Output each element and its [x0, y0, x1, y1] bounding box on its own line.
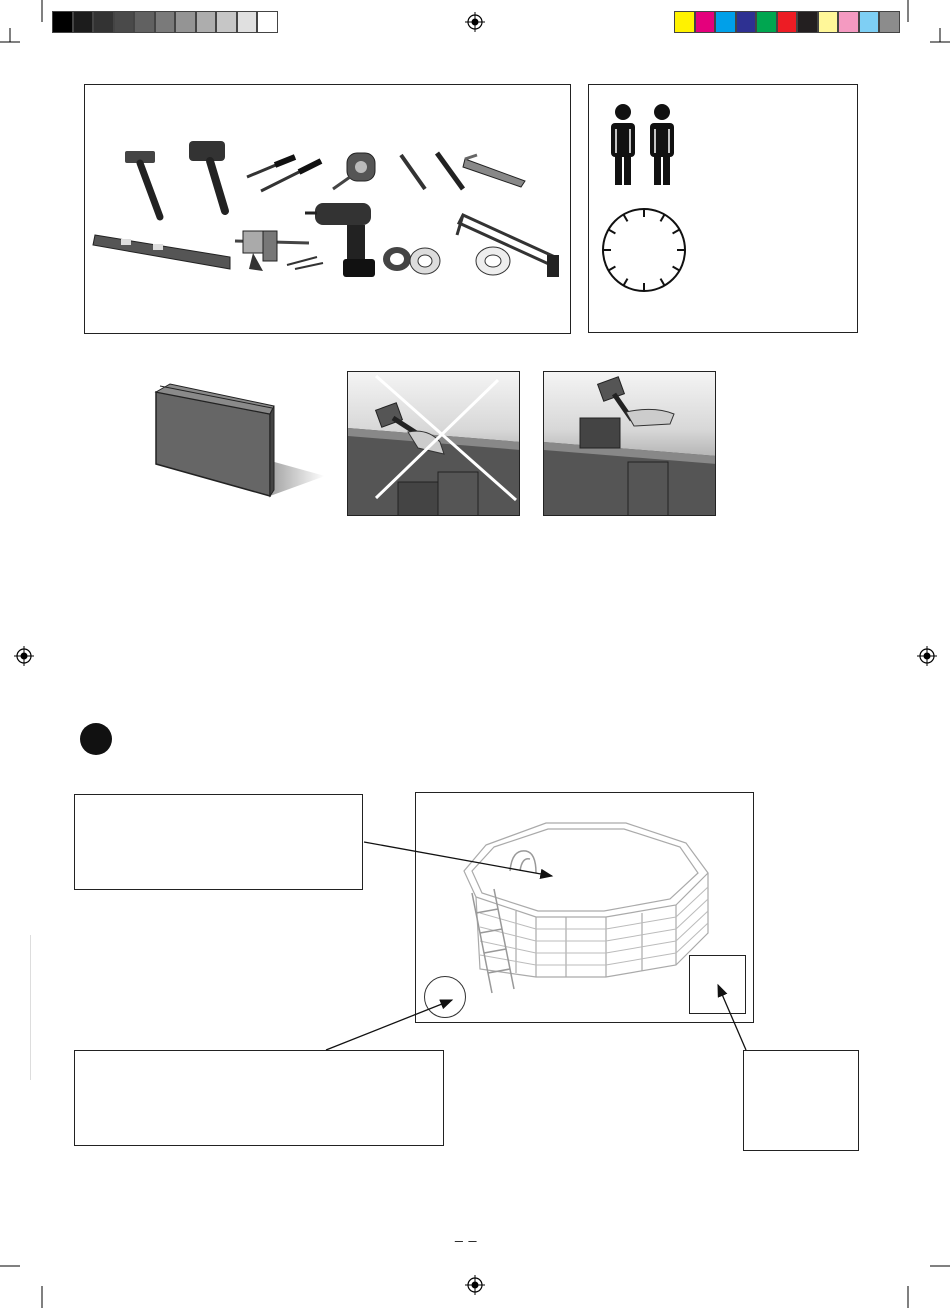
margin-rule	[30, 935, 31, 1080]
page-number: _ _	[455, 1226, 478, 1242]
